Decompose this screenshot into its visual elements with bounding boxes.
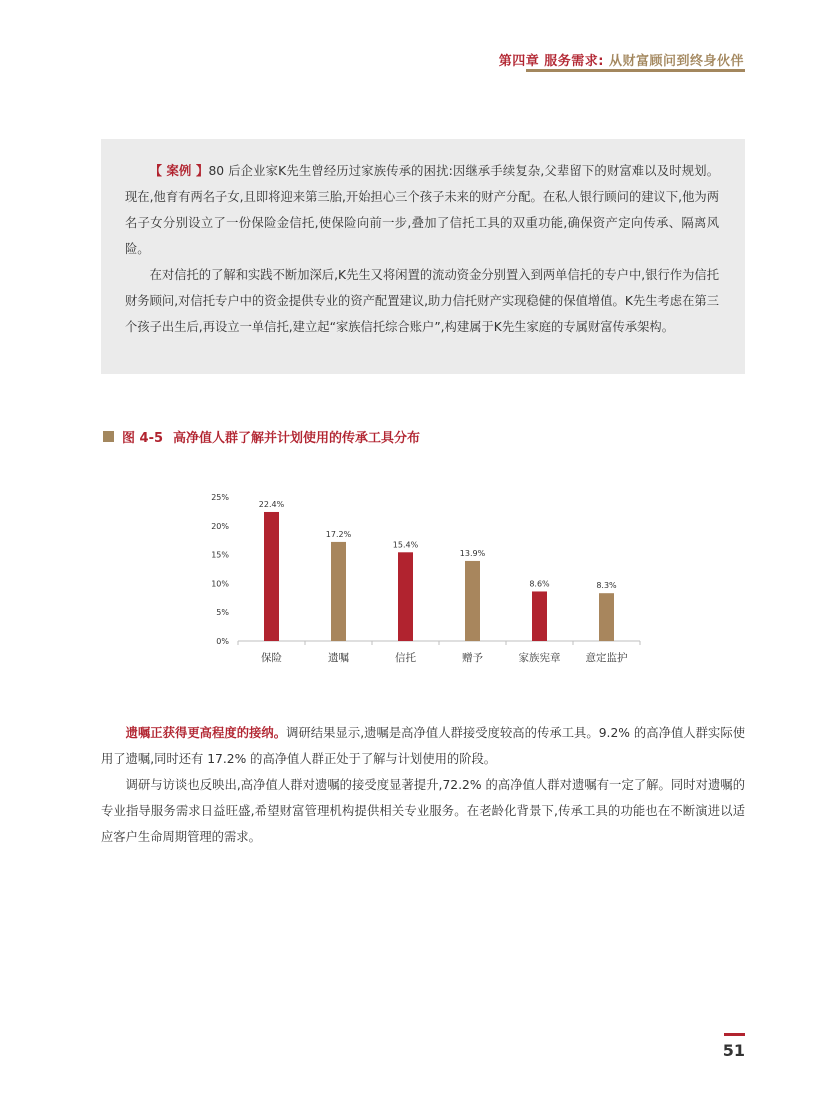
data-label: 13.9%: [459, 548, 486, 558]
bar-5: [532, 591, 547, 641]
x-tick-label: 信托: [395, 652, 416, 664]
data-label: 8.6%: [529, 579, 550, 589]
body-lead: 遗嘱正获得更高程度的接纳。: [125, 726, 287, 740]
bar-3: [398, 552, 413, 641]
page-number: 51: [722, 1041, 745, 1060]
bar-1: [264, 512, 279, 641]
page-number-rule: [724, 1033, 745, 1036]
header-subtitle: 从财富顾问到终身伙伴: [608, 54, 744, 69]
case-study-box: [101, 139, 745, 374]
figure-caption: [103, 427, 420, 446]
x-tick-label: 意定监护: [585, 652, 628, 664]
case-paragraph-2: 在对信托的了解和实践不断加深后,K先生又将闲置的流动资金分别置入到两单信托的专户中,银行作为信托财务顾问,对信托专户中的资金提供专业的资产配置建议,助力信托财产实现稳健的保值增值。K先生考虑在第三个孩子出生后,再设立一单信托,建立起“家族信托综合账户”,构建属于K先生家庭的专属财富传承架构。: [125, 268, 719, 334]
x-tick-label: 家族宪章: [518, 652, 561, 664]
body-paragraph-1-text: 调研结果显示,遗嘱是高净值人群接受度较高的传承工具。9.2% 的高净值人群实际使用了遗嘱,同时还有 17.2% 的高净值人群正处于了解与计划使用的阶段。: [101, 726, 745, 766]
running-header: [499, 50, 744, 69]
y-tick-label: 25%: [211, 493, 229, 502]
case-paragraph-1-text: 80 后企业家K先生曾经历过家族传承的困扰:因继承手续复杂,父辈留下的财富难以及时规划。现在,他育有两名子女,且即将迎来第三胎,开始担心三个孩子未来的财产分配。在私人银行顾问的建议下,他为两名子女分别设立了一份保险金信托,使保险向前一步,叠加了信托工具的双重功能,确保资产定向传承、隔离风险。: [125, 164, 719, 256]
case-paragraph-1: [125, 158, 719, 262]
bar-2: [331, 542, 346, 641]
data-label: 22.4%: [258, 499, 285, 509]
body-paragraph-1: [101, 720, 745, 772]
x-tick-label: 遗嘱: [328, 652, 349, 664]
data-label: 8.3%: [596, 581, 617, 591]
bar-6: [599, 593, 614, 641]
caption-square-icon: [103, 431, 114, 442]
figure-number: 图 4-5: [122, 431, 164, 446]
data-label: 15.4%: [392, 540, 419, 550]
body-paragraph-2: 调研与访谈也反映出,高净值人群对遗嘱的接受度显著提升,72.2% 的高净值人群对遗嘱有一定了解。同时对遗嘱的专业指导服务需求日益旺盛,希望财富管理机构提供相关专业服务。在老龄化背景下,传承工具的功能也在不断演进以适应客户生命周期管理的需求。: [101, 778, 745, 844]
header-rule: [526, 69, 745, 72]
y-tick-label: 20%: [211, 521, 229, 531]
y-tick-label: 10%: [211, 579, 229, 589]
figure-title: 高净值人群了解并计划使用的传承工具分布: [173, 431, 421, 446]
bar-chart: [190, 484, 650, 674]
bar-4: [465, 561, 480, 641]
case-tag: 【 案例 】: [149, 164, 209, 178]
x-tick-label: 保险: [261, 652, 282, 664]
y-tick-label: 5%: [216, 608, 229, 618]
data-label: 17.2%: [325, 529, 352, 539]
x-tick-label: 赠予: [462, 652, 483, 664]
header-chapter: 第四章 服务需求:: [498, 54, 604, 69]
body-text: [101, 720, 745, 850]
y-tick-label: 15%: [211, 550, 229, 560]
y-tick-label: 0%: [216, 637, 229, 646]
